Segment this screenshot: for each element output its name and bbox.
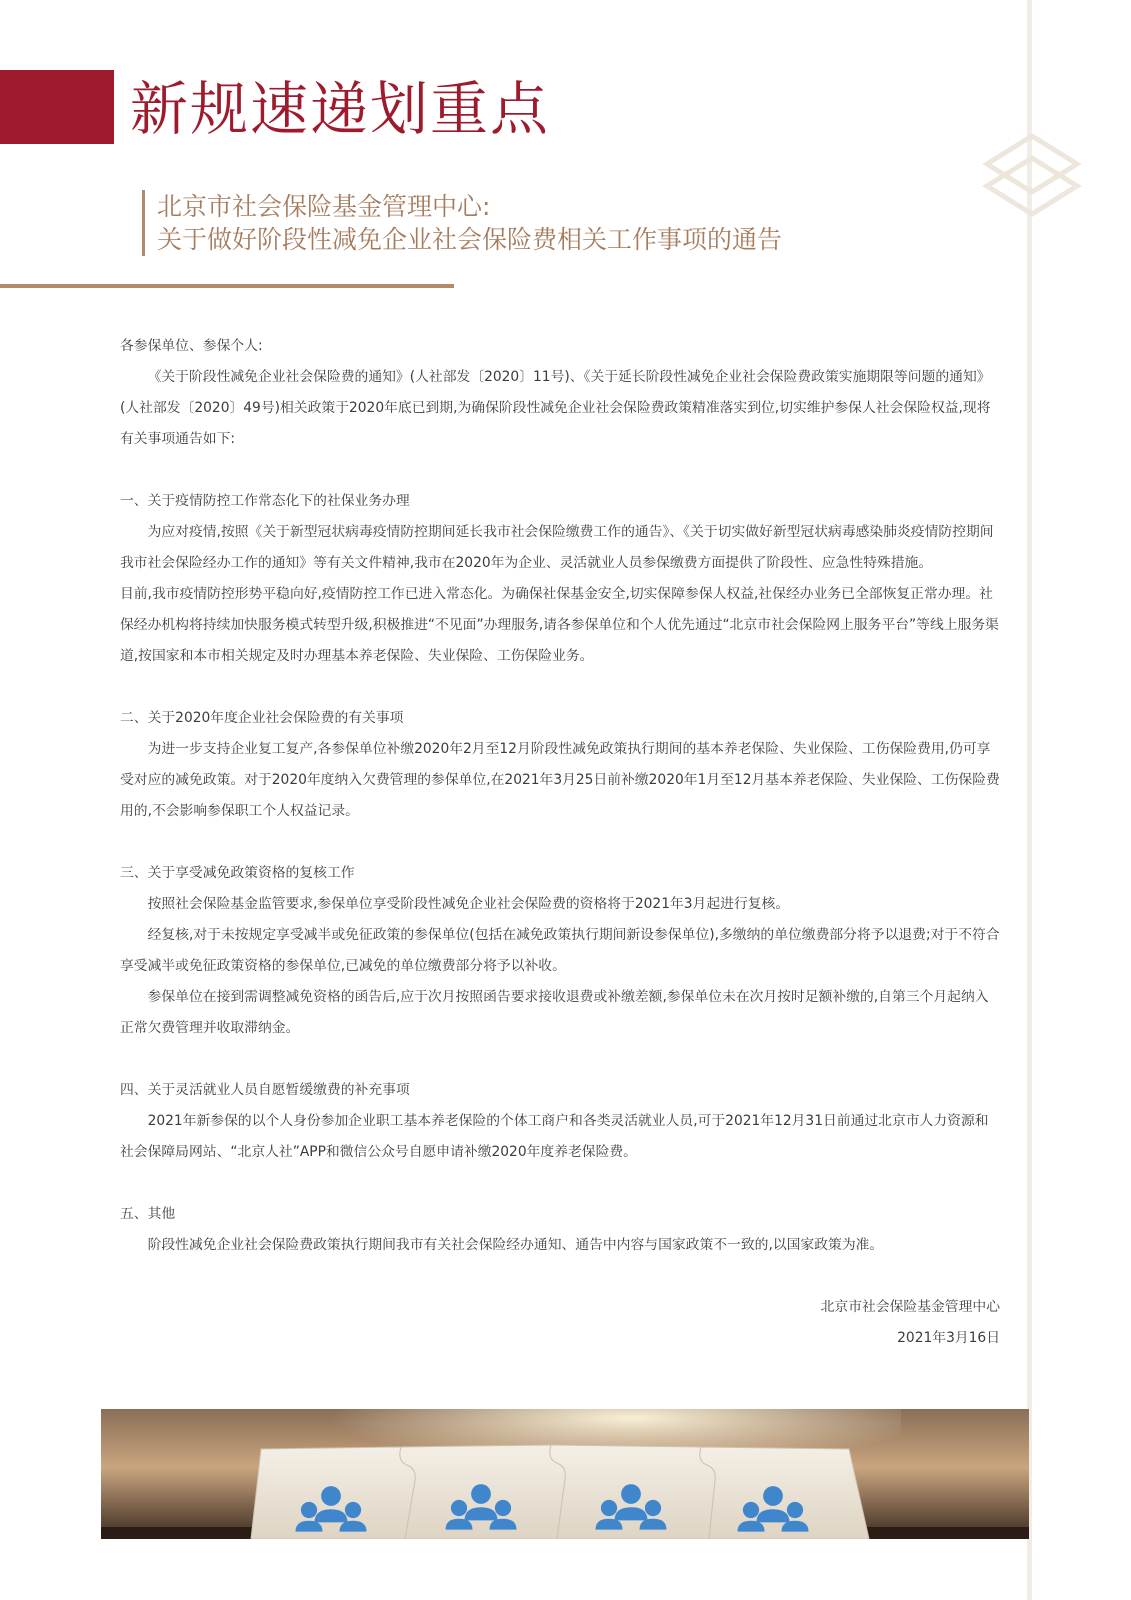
section-1-heading: 一、关于疫情防控工作常态化下的社保业务办理 (120, 493, 410, 509)
title-accent-block (0, 70, 114, 144)
decorative-vertical-line (1027, 0, 1032, 1600)
section-5-heading: 五、其他 (120, 1206, 176, 1222)
subtitle-divider (0, 284, 454, 288)
section-1-paragraph-2: 目前,我市疫情防控形势平稳向好,疫情防控工作已进入常态化。为确保社保基金安全,切实保障参保人权益,社保经办业务已全部恢复正常办理。社保经办机构将持续加快服务模式转型升级,积极推进“不见面”办理服务,请各参保单位和个人优先通过“北京市社会保险网上服务平台”等线上服务渠道,按国家和本市相关规定及时办理基本养老保险、失业保险、工伤保险业务。 (120, 586, 999, 664)
notice-subtitle (142, 190, 1017, 256)
section-3-heading: 三、关于享受减免政策资格的复核工作 (120, 865, 355, 881)
subtitle-line-2: 关于做好阶段性减免企业社会保险费相关工作事项的通告 (157, 225, 783, 254)
section-2-paragraph-1: 为进一步支持企业复工复产,各参保单位补缴2020年2月至12月阶段性减免政策执行期间的基本养老保险、失业保险、工伤保险费用,仍可享受对应的减免政策。对于2020年度纳入欠费管理的参保单位,在2021年3月25日前补缴2020年1月至12月基本养老保险、失业保险、工伤保险费用的,不会影响参保职工个人权益记录。 (120, 741, 1000, 819)
section-5-paragraph-1: 阶段性减免企业社会保险费政策执行期间我市有关社会保险经办通知、通告中内容与国家政策不一致的,以国家政策为准。 (147, 1237, 884, 1253)
section-3-paragraph-2: 经复核,对于未按规定享受减半或免征政策的参保单位(包括在减免政策执行期间新设参保单位),多缴纳的单位缴费部分将予以退费;对于不符合享受减半或免征政策资格的参保单位,已减免的单位缴费部分将予以补收。 (120, 927, 1000, 974)
section-3-paragraph-1: 按照社会保险基金监管要求,参保单位享受阶段性减免企业社会保险费的资格将于2021年3月起进行复核。 (147, 896, 790, 912)
notice-body (120, 331, 1000, 1354)
page-title: 新规速递划重点 (130, 75, 551, 143)
section-2-heading: 二、关于2020年度企业社会保险费的有关事项 (120, 710, 404, 726)
section-4-heading: 四、关于灵活就业人员自愿暂缓缴费的补充事项 (120, 1082, 410, 1098)
section-3-paragraph-3: 参保单位在接到需调整减免资格的函告后,应于次月按照函告要求接收退费或补缴差额,参保单位未在次月按时足额补缴的,自第三个月起纳入正常欠费管理并收取滞纳金。 (120, 989, 989, 1036)
puzzle-photo (101, 1409, 1029, 1539)
section-1-paragraph-1: 为应对疫情,按照《关于新型冠状病毒疫情防控期间延长我市社会保险缴费工作的通告》、《关于切实做好新型冠状病毒感染肺炎疫情防控期间我市社会保险经办工作的通知》等有关文件精神,我市在2020年为企业、灵活就业人员参保缴费方面提供了阶段性、应急性特殊措施。 (120, 524, 994, 571)
salutation: 各参保单位、参保个人: (120, 338, 263, 354)
signature-organization: 北京市社会保险基金管理中心 (820, 1299, 1000, 1315)
signature-date: 2021年3月16日 (897, 1330, 1000, 1346)
section-4-paragraph-1: 2021年新参保的以个人身份参加企业职工基本养老保险的个体工商户和各类灵活就业人员,可于2021年12月31日前通过北京市人力资源和社会保障局网站、“北京人社”APP和微信公众号自愿申请补缴2020年度养老保险费。 (120, 1113, 989, 1160)
subtitle-line-1: 北京市社会保险基金管理中心: (157, 192, 491, 221)
intro-paragraph: 《关于阶段性减免企业社会保险费的通知》(人社部发〔2020〕11号)、《关于延长阶段性减免企业社会保险费政策实施期限等问题的通知》(人社部发〔2020〕49号)相关政策于2020年底已到期,为确保阶段性减免企业社会保险费政策精准落实到位,切实维护参保人社会保险权益,现将有关事项通告如下: (120, 369, 991, 447)
puzzle-people-icon (101, 1409, 1029, 1539)
